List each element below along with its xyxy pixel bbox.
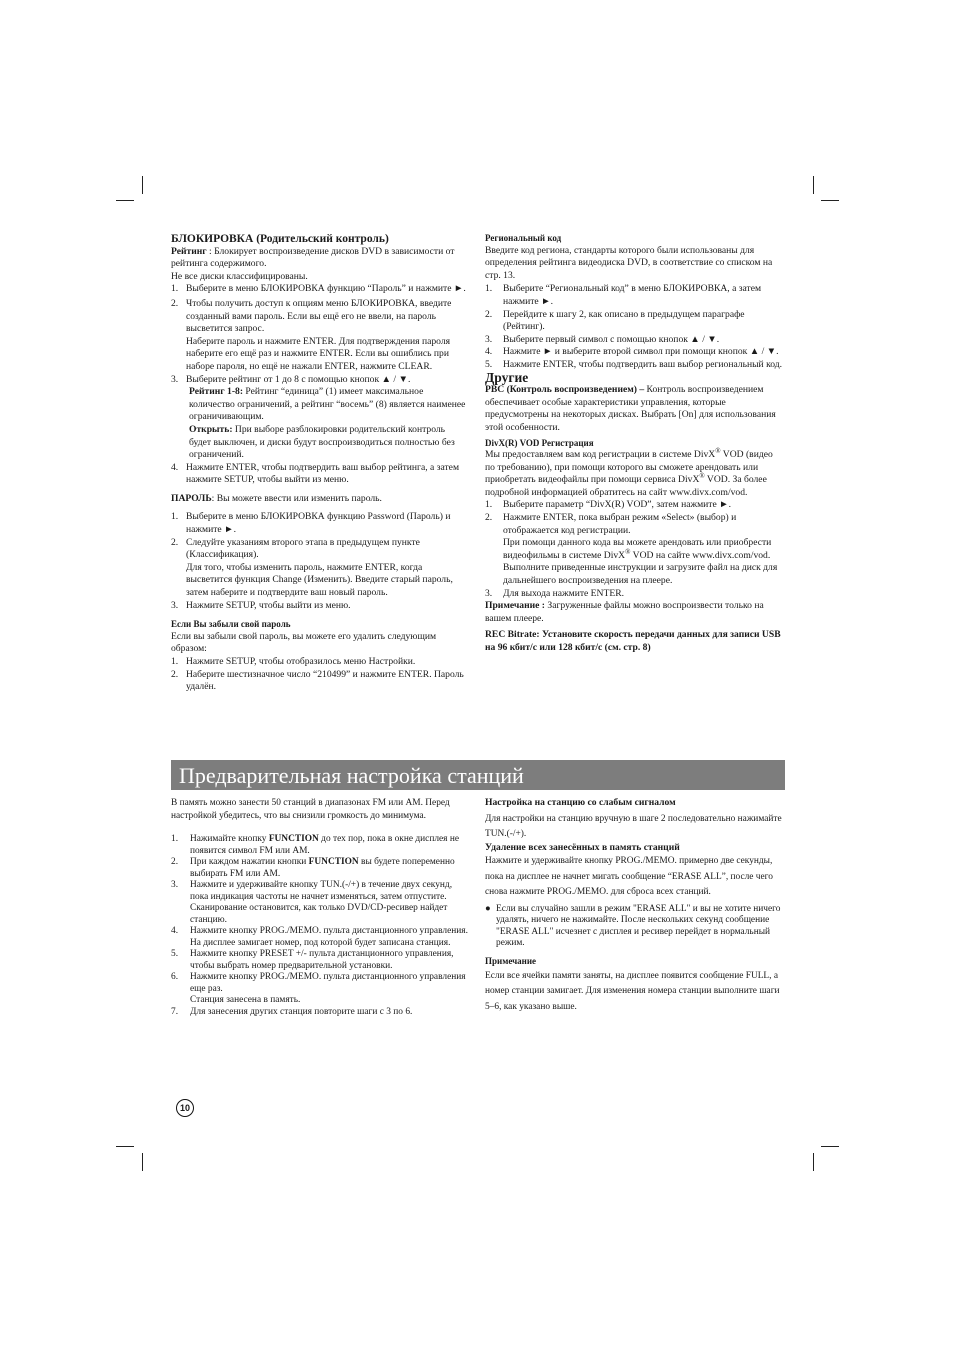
lock-steps [171, 283, 469, 335]
divx-paragraph: Мы предоставляем вам код регистрации в системе DivX® VOD (видео по требованию), при помощи которого вы сможете арендовать или приобретать видеофайлы при помощи сервиса DivX® VOD. За более подробной информацией обратитесь на сайт www.divx.com/vod. [485, 446, 773, 498]
crop-mark [813, 176, 814, 194]
crop-mark [821, 1146, 839, 1147]
note-text: Не все диски классифицированы. [171, 270, 308, 282]
list-item: 2. Нажмите ENTER, пока выбран режим «Select» (выбор) и отображается код регистрации. [485, 512, 737, 536]
erase-text: Нажмите и удерживайте кнопку PROG./MEMO. примерно две секунды, пока на дисплее не начнет мигать сообщение “ERASE ALL”, после чего снова нажмите PROG./MEMO. для сброса всех станций. [485, 856, 773, 898]
crop-mark [142, 1153, 143, 1171]
preset-intro: В память можно занести 50 станций в диапазонах FM или AM. Перед настройкой убедитесь, что вы снизили громкость до минимума. [171, 798, 450, 821]
crop-mark [142, 176, 143, 194]
weak-title: Настройка на станцию со слабым сигналом [485, 797, 676, 808]
list-item: 2. Перейдите к шагу 2, как описано в предыдущем параграфе (Рейтинг). [485, 308, 745, 333]
list-item: 3. Для выхода нажмите ENTER. [485, 587, 624, 599]
divx-extra: При помощи данного кода вы можете арендовать или приобрести видеофильмы в системе DivX® VOD на сайте www.divx.com/vod. Выполните приведенные инструкции и загрузите файл на диск для дальнейшего воспроизведения на плеере. [503, 537, 778, 587]
password-paragraph: ПАРОЛЬ: Вы можете ввести или изменить пароль. [171, 492, 382, 504]
list-item: 1. Выберите в меню БЛОКИРОВКА функцию “Пароль” и нажмите ►. [171, 283, 466, 295]
list-item: 4. Нажмите ► и выберите второй символ при помощи кнопок ▲ / ▼. [485, 346, 779, 358]
section-banner: Предварительная настройка станций [171, 760, 785, 790]
list-item: 1. Выберите параметр “DivX(R) VOD”, затем нажмите ►. [485, 499, 732, 511]
list-item: 1. Выберите “Региональный код” в меню БЛОКИРОВКА, а затем нажмите ►. [485, 283, 762, 307]
list-item: 2. Чтобы получить доступ к опциям меню БЛОКИРОВКА, введите созданный вами пароль. Если вы ещё его не ввели, на пароль высветится запрос. [171, 297, 452, 335]
note-paragraph: Примечание : Загруженные файлы можно воспроизвести только на вашем плеере. [485, 600, 764, 624]
list-item: 3. Нажмите и удерживайте кнопку TUN.(-/+) в течение двух секунд, пока индикация частоты не начнет изменяться, затем отпустите. [171, 880, 453, 902]
list-item: 6. Нажмите кнопку PROG./MEMO. пульта дистанционного управления еще раз. [171, 972, 466, 994]
step2-extra: Наберите пароль и нажмите ENTER. Для подтверждения пароля наберите его ещё раз и нажмите ENTER. Если вы ошиблись при наборе пароля, но ещё не нажали ENTER, нажмите CLEAR. [186, 335, 451, 372]
list-item: 5. Нажмите кнопку PRESET +/- пульта дистанционного управления, чтобы выбрать номер предварительной установки. [171, 949, 454, 971]
note-text: Если все ячейки памяти заняты, на дисплее появится сообщение FULL, а номер станции замигает. Для изменения номера станции выполните шаги 5–6, как указано выше. [485, 970, 780, 1012]
erase-title: Удаление всех занесённых в память станций [485, 841, 680, 853]
password-steps [171, 511, 469, 561]
section-title: БЛОКИРОВКА (Родительский контроль) [171, 233, 389, 245]
weak-signal-erase-section [485, 797, 783, 1015]
list-item: 3. Выберите рейтинг от 1 до 8 с помощью кнопок ▲ / ▼. [171, 373, 411, 385]
list-item: 1. Нажимайте кнопку FUNCTION до тех пор, пока в окне дисплея не появится символ FM или AM. [171, 834, 460, 856]
note-title: Примечание [485, 955, 537, 966]
region-steps [485, 283, 785, 371]
rating-1-8: Рейтинг 1-8: Рейтинг “единица” (1) имеет максимальное количество ограничений, а рейтинг “восемь” (8) является наименее ограничивающим. [189, 386, 466, 423]
parental-lock-section [171, 233, 469, 694]
list-item: 7. Для занесения других станция повторите шаги с 3 по 6. [171, 1006, 413, 1017]
page-number: 10 [176, 1099, 194, 1117]
crop-mark [821, 200, 839, 201]
step3-extra: Сканирование остановится, как только DVD/CD-ресивер найдет станцию. [190, 903, 448, 925]
pbc-paragraph: PBC (Контроль воспроизведением) – Контроль воспроизведением обеспечивает особые характеристики управления, которые предусмотрены на некоторых дисках. Выбрать [On] для использования этой особенности. [485, 384, 776, 433]
list-item: 1. Выберите в меню БЛОКИРОВКА функцию Password (Пароль) и нажмите ►. [171, 511, 451, 536]
region-text: Введите код региона, стандарты которого были использованы для определения рейтинга видеодиска DVD, в соответствие со списком на стр. 13. [485, 244, 773, 281]
list-item: 3. Нажмите SETUP, чтобы выйти из меню. [171, 599, 351, 611]
list-item: 4. Нажмите кнопку PROG./MEMO. пульта дистанционного управления. [171, 926, 468, 936]
pw-step2-extra: Для того, чтобы изменить пароль, нажмите ENTER, когда высветится функция Change (Изменить). Введите старый пароль, затем наберите и подтвердите ваш новый пароль. [186, 561, 453, 599]
crop-mark [116, 1146, 134, 1147]
crop-mark [116, 200, 134, 201]
step6-extra: Станция занесена в память. [190, 995, 301, 1005]
crop-mark [813, 1153, 814, 1171]
rating-paragraph: Рейтинг : Блокирует воспроизведение дисков DVD в зависимости от рейтинга содержимого. [171, 245, 455, 270]
region-title: Региональный код [485, 233, 562, 243]
open-option: Открыть: При выборе разблокировки родительский контроль будет выключен, и диски будут воспроизводиться полностью без ограничений. [189, 423, 455, 461]
bullet-icon: ● [485, 903, 491, 914]
forgot-text: Если вы забыли свой пароль, вы можете его удалить следующим образом: [171, 630, 437, 655]
list-item: 2. Следуйте указаниям второго этапа в предыдущем пункте (Классификация). [171, 536, 420, 561]
erase-bullet: ● Если вы случайно зашли в режим "ERASE ALL" и вы не хотите ничего удалять, ничего не нажимайте. После нескольких секунд сообщение "ERASE ALL" исчезнет с дисплея и ресивер перейдет в нормальный режим. [485, 903, 781, 949]
preset-steps [171, 834, 471, 903]
divx-title: DivX(R) VOD Регистрация [485, 437, 594, 448]
weak-text: Для настройки на станцию вручную в шаге 2 последовательно нажимайте TUN.(-/+). [485, 813, 782, 839]
region-other-section [485, 232, 785, 655]
forgot-title: Если Вы забыли свой пароль [171, 619, 291, 630]
list-item: 1. Нажмите SETUP, чтобы отобразилось меню Настройки. [171, 656, 416, 667]
forgot-steps [171, 656, 469, 694]
list-item: 3. Выберите первый символ с помощью кнопок ▲ / ▼. [485, 333, 720, 345]
rec-bitrate: REC Bitrate: Установите скорость передачи данных для записи USB на 96 кбит/с или 128 кбит/с (см. стр. 8) [485, 629, 781, 653]
other-title: Другие [485, 369, 529, 385]
list-item: 5. Нажмите ENTER, чтобы подтвердить ваш выбор региональный код. [485, 358, 783, 370]
step4-extra: На дисплее замигает номер, под которой будет записана станция. [190, 937, 451, 948]
list-item: 2. Наберите шестизначное число “210499” и нажмите ENTER. Пароль удалён. [171, 668, 464, 693]
divx-steps [485, 499, 785, 537]
list-item: 2. При каждом нажатии кнопки FUNCTION вы будете попеременно выбирать FM или AM. [171, 857, 455, 879]
preset-steps-section [171, 797, 471, 1018]
list-item: 4. Нажмите ENTER, чтобы подтвердить ваш выбор рейтинга, а затем нажмите SETUP, чтобы выйти из меню. [171, 461, 460, 486]
